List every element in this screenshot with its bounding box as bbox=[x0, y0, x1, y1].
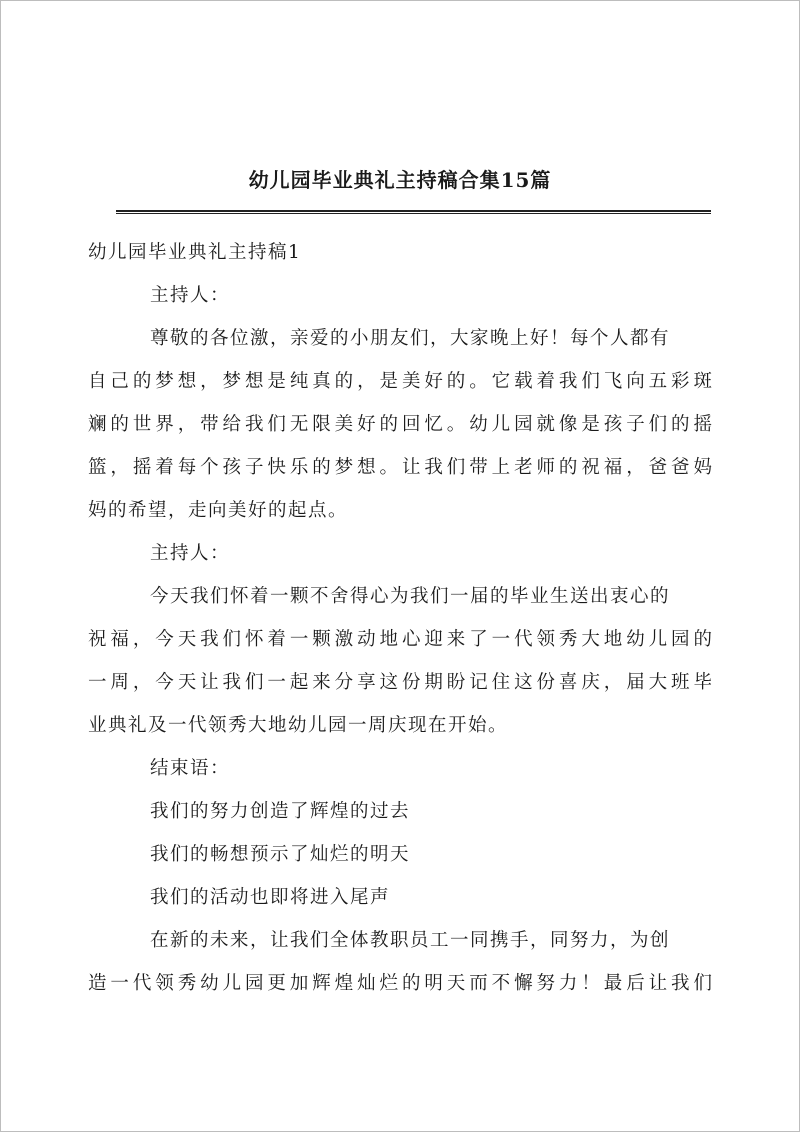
paragraph-line: 斓的世界，带给我们无限美好的回忆。幼儿园就像是孩子们的摇 bbox=[88, 414, 712, 435]
paragraph-line: 尊敬的各位激，亲爱的小朋友们，大家晚上好！每个人都有 bbox=[150, 328, 671, 349]
paragraph-line: 今天我们怀着一颗不舍得心为我们一届的毕业生送出衷心的 bbox=[150, 586, 671, 607]
paragraph-line: 结束语： bbox=[150, 758, 231, 779]
paragraph-line: 我们的努力创造了辉煌的过去 bbox=[150, 801, 411, 822]
paragraph-line: 在新的未来，让我们全体教职员工一同携手，同努力，为创 bbox=[150, 930, 671, 951]
paragraph-line: 一周，今天让我们一起来分享这份期盼记住这份喜庆，届大班毕 bbox=[88, 672, 712, 693]
paragraph-line: 业典礼及一代领秀大地幼儿园一周庆现在开始。 bbox=[88, 715, 509, 736]
paragraph-line: 造一代领秀幼儿园更加辉煌灿烂的明天而不懈努力！最后让我们 bbox=[88, 973, 712, 994]
document-title: 幼儿园毕业典礼主持稿合集15篇 bbox=[248, 168, 552, 192]
paragraph-line: 妈的希望，走向美好的起点。 bbox=[88, 500, 349, 521]
paragraph-line: 主持人： bbox=[150, 285, 231, 306]
paragraph-line: 篮，摇着每个孩子快乐的梦想。让我们带上老师的祝福，爸爸妈 bbox=[88, 457, 712, 478]
section-heading: 幼儿园毕业典礼主持稿1 bbox=[88, 242, 302, 263]
paragraph-line: 自己的梦想，梦想是纯真的，是美好的。它载着我们飞向五彩斑 bbox=[88, 371, 712, 392]
paragraph-line: 祝福，今天我们怀着一颗激动地心迎来了一代领秀大地幼儿园的 bbox=[88, 629, 712, 650]
title-divider bbox=[116, 210, 711, 214]
paragraph-line: 我们的畅想预示了灿烂的明天 bbox=[150, 844, 411, 865]
paragraph-line: 主持人： bbox=[150, 543, 231, 564]
paragraph-line: 我们的活动也即将进入尾声 bbox=[150, 887, 391, 908]
